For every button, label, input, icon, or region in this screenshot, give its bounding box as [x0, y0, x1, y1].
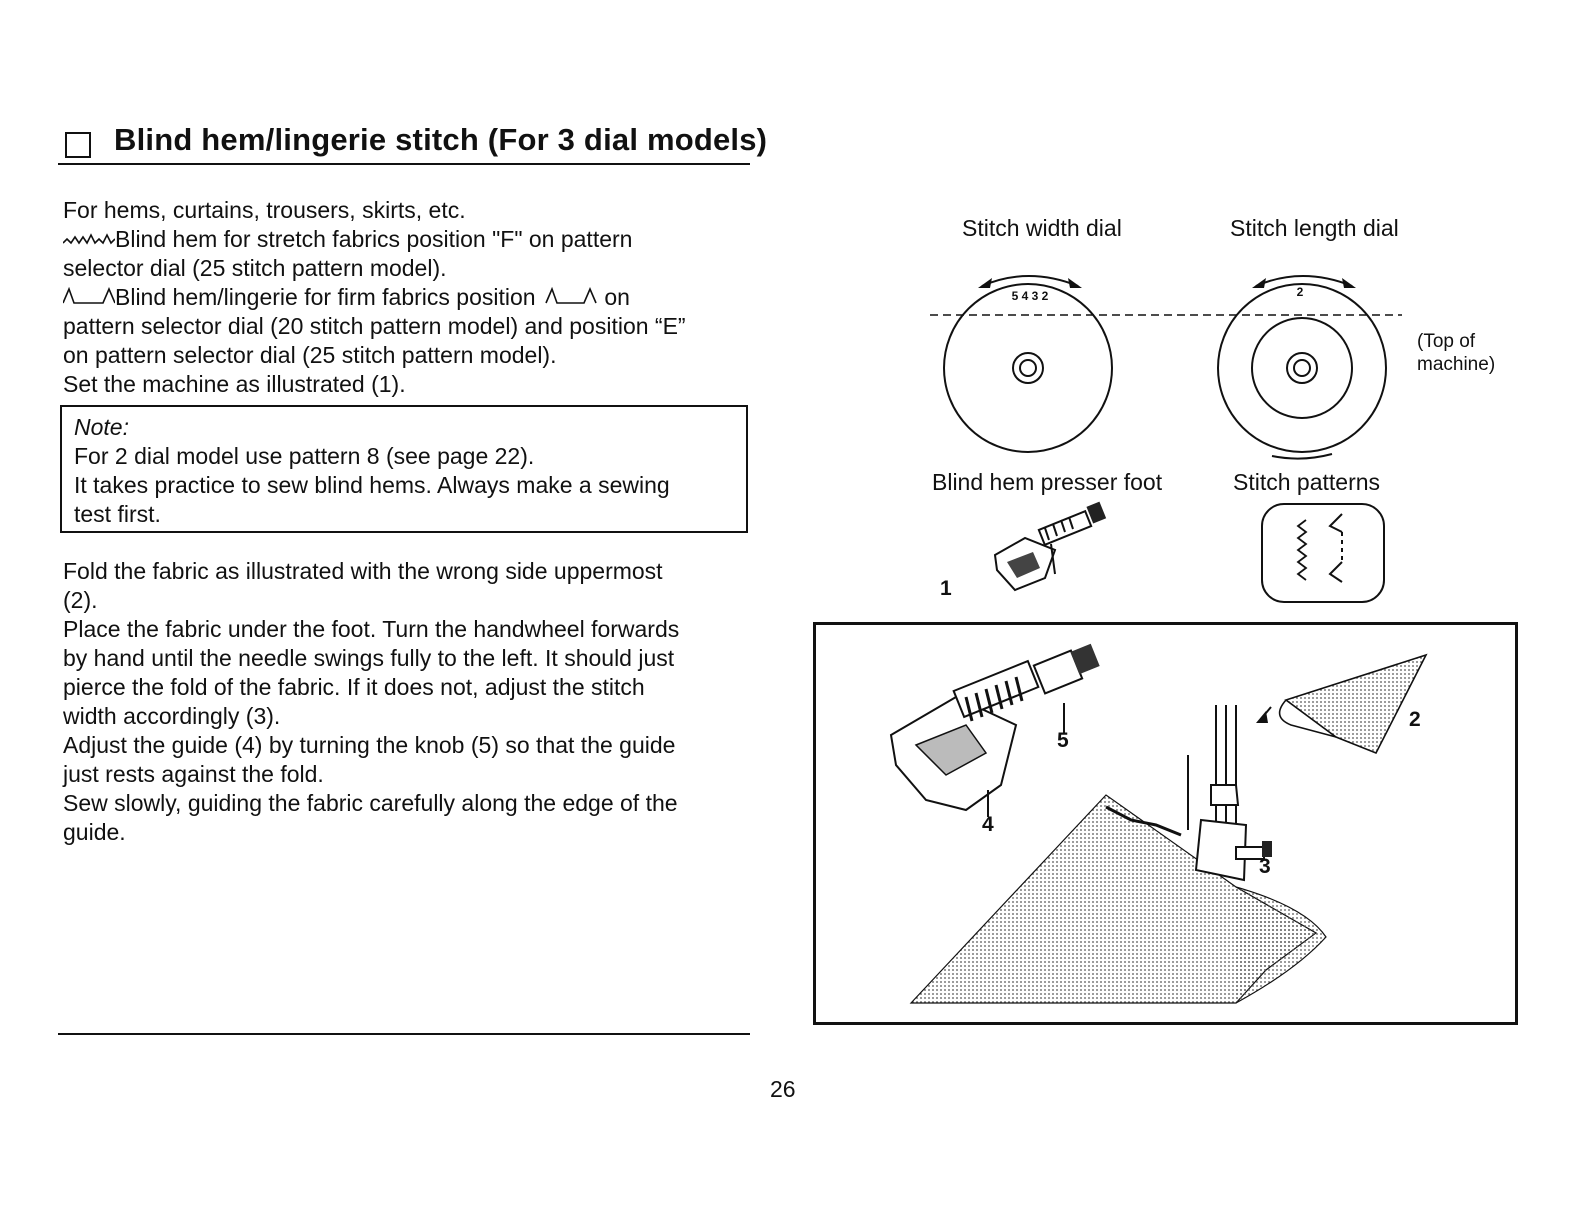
title-divider [58, 163, 750, 165]
stitch-patterns-label: Stitch patterns [1233, 469, 1381, 495]
presser-foot-label: Blind hem presser foot [932, 469, 1163, 495]
note-line: It takes practice to sew blind hems. Always make a sewing [74, 472, 670, 498]
intro-line: selector dial (25 stitch pattern model). [63, 255, 447, 281]
instruction-line: by hand until the needle swings fully to the left. It should just [63, 645, 675, 671]
callout-2: 2 [1409, 708, 1421, 731]
length-dial-mark: 2 [1296, 285, 1304, 299]
instruction-line: pierce the fold of the fabric. If it does not, adjust the stitch [63, 674, 645, 700]
instruction-line: guide. [63, 819, 126, 845]
intro-text [63, 196, 763, 399]
instruction-line: width accordingly (3). [63, 703, 281, 729]
instruction-line: Fold the fabric as illustrated with the wrong side uppermost [63, 558, 663, 584]
page-number: 26 [770, 1076, 796, 1102]
width-dial-marks: 5 4 3 2 [1011, 289, 1049, 303]
stretch-blind-hem-pattern-icon [1298, 520, 1306, 580]
callout-5: 5 [1057, 729, 1069, 752]
stitch-pattern-box [1258, 500, 1388, 605]
presser-foot-illustration [985, 500, 1120, 600]
callout-1: 1 [940, 577, 952, 600]
instructions-text [63, 557, 753, 847]
dials-illustration [920, 260, 1420, 470]
blind-hem-stitch-icon [63, 287, 115, 305]
intro-line: pattern selector dial (20 stitch pattern model) and position “E” [63, 313, 686, 339]
blind-hem-stitch-icon [542, 287, 598, 305]
instruction-line: just rests against the fold. [63, 761, 324, 787]
intro-line: on pattern selector dial (25 stitch pattern model). [63, 342, 557, 368]
bottom-divider [58, 1033, 750, 1035]
intro-line: Set the machine as illustrated (1). [63, 371, 406, 397]
callout-3: 3 [1259, 855, 1271, 878]
note-line: test first. [74, 501, 161, 527]
instruction-line: Sew slowly, guiding the fabric carefully along the edge of the [63, 790, 678, 816]
stitch-width-dial [944, 276, 1112, 452]
intro-paragraph-stretch: Blind hem for stretch fabrics position "F" on pattern [63, 225, 763, 254]
sewing-illustration [816, 625, 1515, 1022]
note-line: For 2 dial model use pattern 8 (see page 22). [74, 443, 535, 469]
page-title: Blind hem/lingerie stitch (For 3 dial models) [114, 122, 768, 157]
fabric [911, 795, 1326, 1003]
instruction-line: (2). [63, 587, 98, 613]
callout-4: 4 [982, 813, 994, 836]
stitch-length-dial [1218, 276, 1386, 459]
top-of-machine-label: (Top of machine) [1417, 331, 1496, 375]
checkbox-icon [65, 132, 91, 158]
section-header [62, 118, 822, 166]
stitch-length-dial-label: Stitch length dial [1230, 215, 1399, 241]
stitch-width-dial-label: Stitch width dial [962, 215, 1122, 241]
intro-line: For hems, curtains, trousers, skirts, etc. [63, 197, 466, 223]
instruction-line: Place the fabric under the foot. Turn the handwheel forwards [63, 616, 680, 642]
intro-paragraph-firm: Blind hem/lingerie for firm fabrics position on [63, 283, 763, 312]
sewing-illustration-box [813, 622, 1518, 1025]
folded-fabric [1256, 655, 1426, 753]
stretch-blind-hem-stitch-icon [63, 229, 115, 247]
blind-hem-pattern-icon [1330, 514, 1342, 582]
note-title: Note: [74, 414, 129, 440]
instruction-line: Adjust the guide (4) by turning the knob (5) so that the guide [63, 732, 676, 758]
note-box [60, 405, 748, 533]
